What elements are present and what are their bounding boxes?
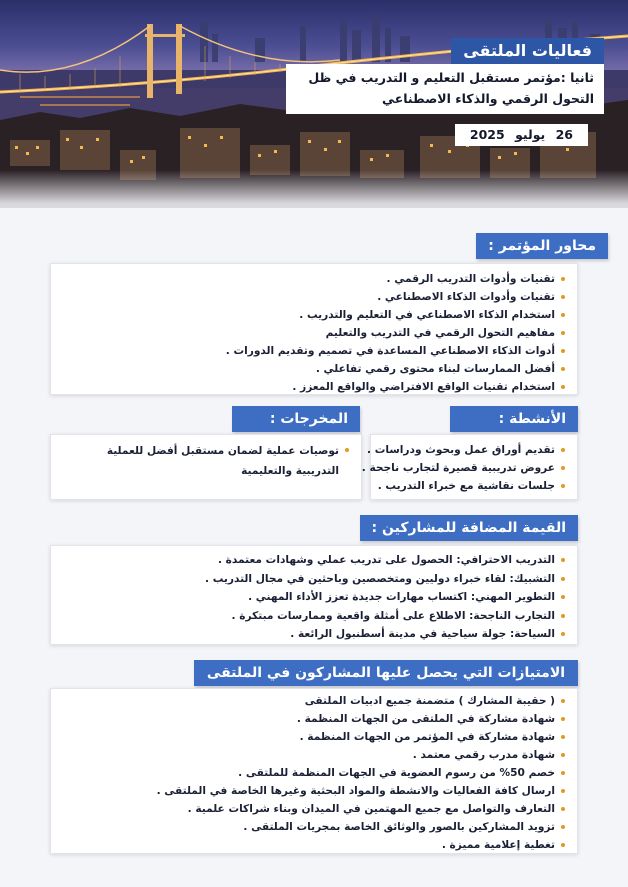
axes-heading: محاور المؤتمر :: [476, 233, 608, 259]
list-item: شهادة مدرب رقمي معتمد .: [63, 746, 565, 764]
date-month: يوليو: [515, 127, 546, 142]
privileges-box: [50, 688, 578, 854]
list-item: تقنيات وأدوات التدريب الرقمي .: [63, 270, 565, 288]
value-heading: القيمة المضافة للمشاركين :: [360, 515, 578, 541]
conference-subtitle: ثانيا :مؤتمر مستقبل التعليم و التدريب في ظل التحول الرقمي والذكاء الاصطناعي: [286, 64, 604, 114]
list-item: توصيات عملية لضمان مستقبل أفضل للعملية التدريبية والتعليمية: [61, 441, 349, 481]
activities-list: [361, 441, 565, 495]
privileges-list: [63, 692, 565, 854]
value-box: [50, 545, 578, 645]
list-item: خصم 50% من رسوم العضوية في الجهات المنظمة للملتقى .: [63, 764, 565, 782]
list-item: التجارب الناجحة: الاطلاع على أمثلة واقعية وممارسات مبتكرة .: [63, 607, 565, 626]
list-item: تغطية إعلامية مميزة .: [63, 836, 565, 854]
list-item: تقديم أوراق عمل وبحوث ودراسات .: [377, 441, 565, 459]
list-item: جلسات نقاشية مع خبراء التدريب .: [377, 477, 565, 495]
date-year: 2025: [469, 127, 505, 142]
list-item: التدريب الاحترافي: الحصول على تدريب عملي وشهادات معتمدة .: [63, 551, 565, 570]
list-item: استخدام الذكاء الاصطناعي في التعليم والتدريب .: [63, 306, 565, 324]
list-item: التعارف والتواصل مع جميع المهتمين في الميدان وبناء شراكات علمية .: [63, 800, 565, 818]
list-item: التطوير المهني: اكتساب مهارات جديدة تعزز الأداء المهني .: [63, 588, 565, 607]
axes-list: [63, 270, 565, 396]
outputs-box: [50, 434, 362, 500]
list-item: أفضل الممارسات لبناء محتوى رقمي تفاعلي .: [63, 360, 565, 378]
activities-heading: الأنشطة :: [450, 406, 578, 432]
list-item: تزويد المشاركين بالصور والوثائق الخاصة بمجريات الملتقى .: [63, 818, 565, 836]
list-item: ارسال كافة الفعاليات والانشطة والمواد البحثية وغيرها الخاصة في الملتقى .: [63, 782, 565, 800]
list-item: استخدام تقنيات الواقع الافتراضي والواقع المعزز .: [63, 378, 565, 396]
date-day: 26: [555, 127, 573, 142]
list-item: السياحة: جولة سياحية في مدينة أسطنبول الرائعة .: [63, 625, 565, 644]
privileges-heading: الامتيازات التي يحصل عليها المشاركون في الملتقى: [194, 660, 578, 686]
value-list: [63, 551, 565, 644]
page-title: فعاليات الملتقى: [451, 38, 604, 64]
activities-box: [361, 434, 578, 500]
list-item: التشبيك: لقاء خبراء دوليين ومتخصصين وباحثين في مجال التدريب .: [63, 570, 565, 589]
outputs-list: [61, 441, 349, 481]
list-item: ( حقيبة المشارك ) متضمنة جميع ادبيات الملتقى: [63, 692, 565, 710]
list-item: مفاهيم التحول الرقمي في التدريب والتعليم: [63, 324, 565, 342]
list-item: تقنيات وأدوات الذكاء الاصطناعي .: [63, 288, 565, 306]
outputs-heading: المخرجات :: [232, 406, 360, 432]
list-item: شهادة مشاركة في المؤتمر من الجهات المنظمة .: [63, 728, 565, 746]
event-date: [455, 124, 588, 146]
axes-box: [50, 263, 578, 395]
list-item: أدوات الذكاء الاصطناعي المساعدة في تصميم وتقديم الدورات .: [63, 342, 565, 360]
list-item: شهادة مشاركة في الملتقى من الجهات المنظمة .: [63, 710, 565, 728]
list-item: عروض تدريبية قصيرة لتجارب ناجحة .: [377, 459, 565, 477]
hero-fade: [0, 170, 628, 208]
